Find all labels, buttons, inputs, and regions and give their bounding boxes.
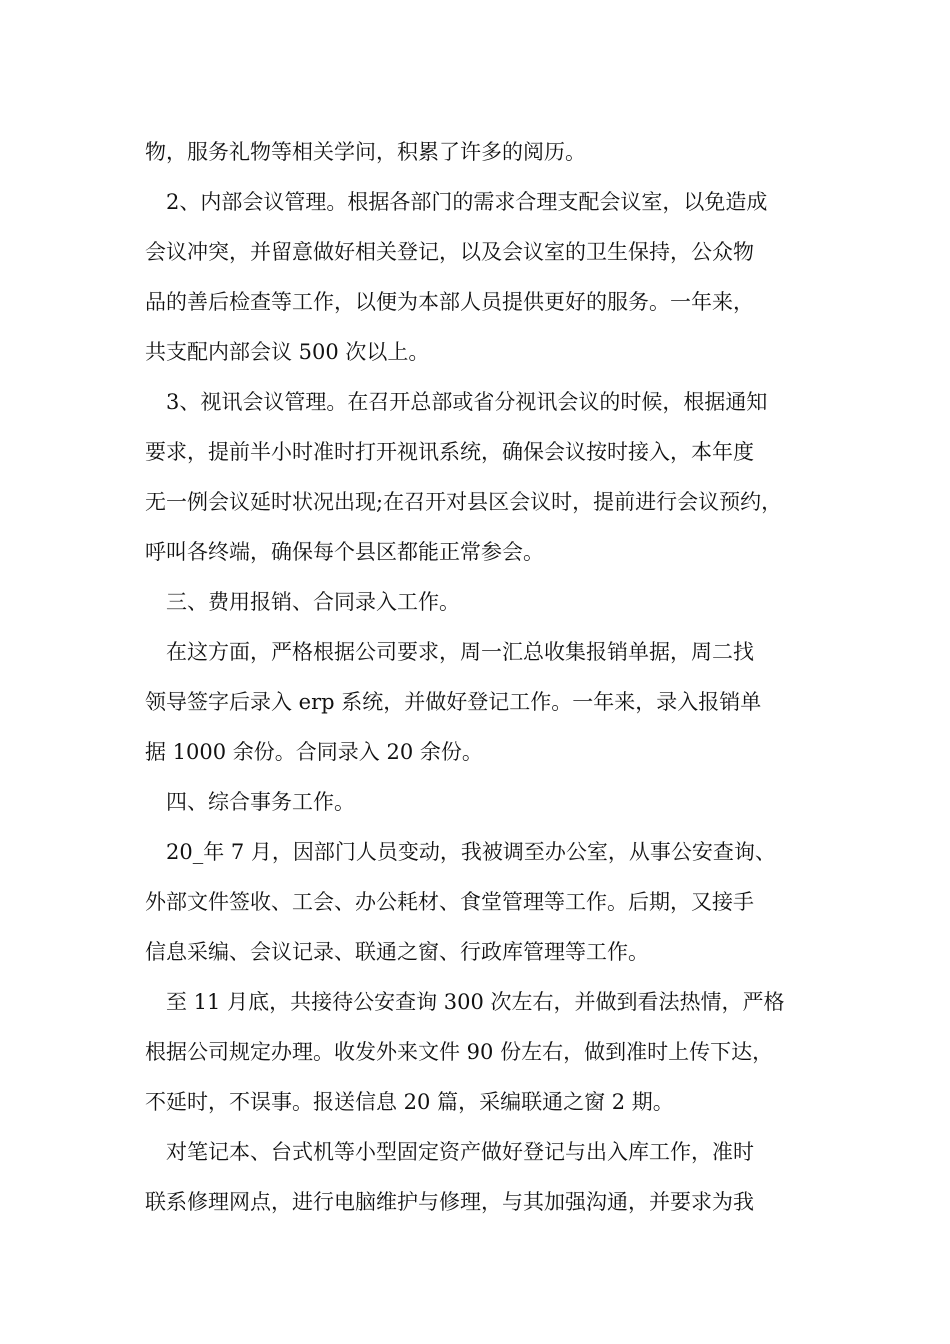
document-body (145, 127, 835, 1227)
text-line: 共支配内部会议 500 次以上。 (145, 340, 430, 364)
paragraph-start-line: 20_年 7 月，因部门人员变动，我被调至办公室，从事公安查询、 (166, 840, 776, 864)
text-line: 呼叫各终端，确保每个县区都能正常参会。 (145, 540, 544, 564)
paragraph-start-line: 2、内部会议管理。根据各部门的需求合理支配会议室，以免造成 (166, 190, 768, 214)
section-heading: 四、综合事务工作。 (166, 790, 355, 814)
text-line: 要求，提前半小时准时打开视讯系统，确保会议按时接入，本年度 (145, 440, 754, 464)
text-line: 根据公司规定办理。收发外来文件 90 份左右，做到准时上传下达， (145, 1040, 774, 1064)
paragraph-start-line: 对笔记本、台式机等小型固定资产做好登记与出入库工作，准时 (166, 1140, 754, 1164)
text-line: 无一例会议延时状况出现;在召开对县区会议时，提前进行会议预约， (145, 490, 783, 514)
paragraph-start-line: 至 11 月底，共接待公安查询 300 次左右，并做到看法热情，严格 (166, 990, 785, 1014)
text-line: 信息采编、会议记录、联通之窗、行政库管理等工作。 (145, 940, 649, 964)
text-line: 物，服务礼物等相关学问，积累了许多的阅历。 (145, 140, 586, 164)
text-line: 不延时，不误事。报送信息 20 篇，采编联通之窗 2 期。 (145, 1090, 674, 1114)
section-heading: 三、费用报销、合同录入工作。 (166, 590, 460, 614)
text-line: 会议冲突，并留意做好相关登记，以及会议室的卫生保持，公众物 (145, 240, 754, 264)
paragraph-start-line: 3、视讯会议管理。在召开总部或省分视讯会议的时候，根据通知 (166, 390, 768, 414)
text-line: 联系修理网点，进行电脑维护与修理，与其加强沟通，并要求为我 (145, 1190, 754, 1214)
paragraph-start-line: 在这方面，严格根据公司要求，周一汇总收集报销单据，周二找 (166, 640, 754, 664)
text-line: 品的善后检查等工作，以便为本部人员提供更好的服务。一年来， (145, 290, 754, 314)
text-line: 外部文件签收、工会、办公耗材、食堂管理等工作。后期，又接手 (145, 890, 754, 914)
text-line: 领导签字后录入 erp 系统，并做好登记工作。一年来，录入报销单 (145, 690, 762, 714)
text-line: 据 1000 余份。合同录入 20 余份。 (145, 740, 483, 764)
